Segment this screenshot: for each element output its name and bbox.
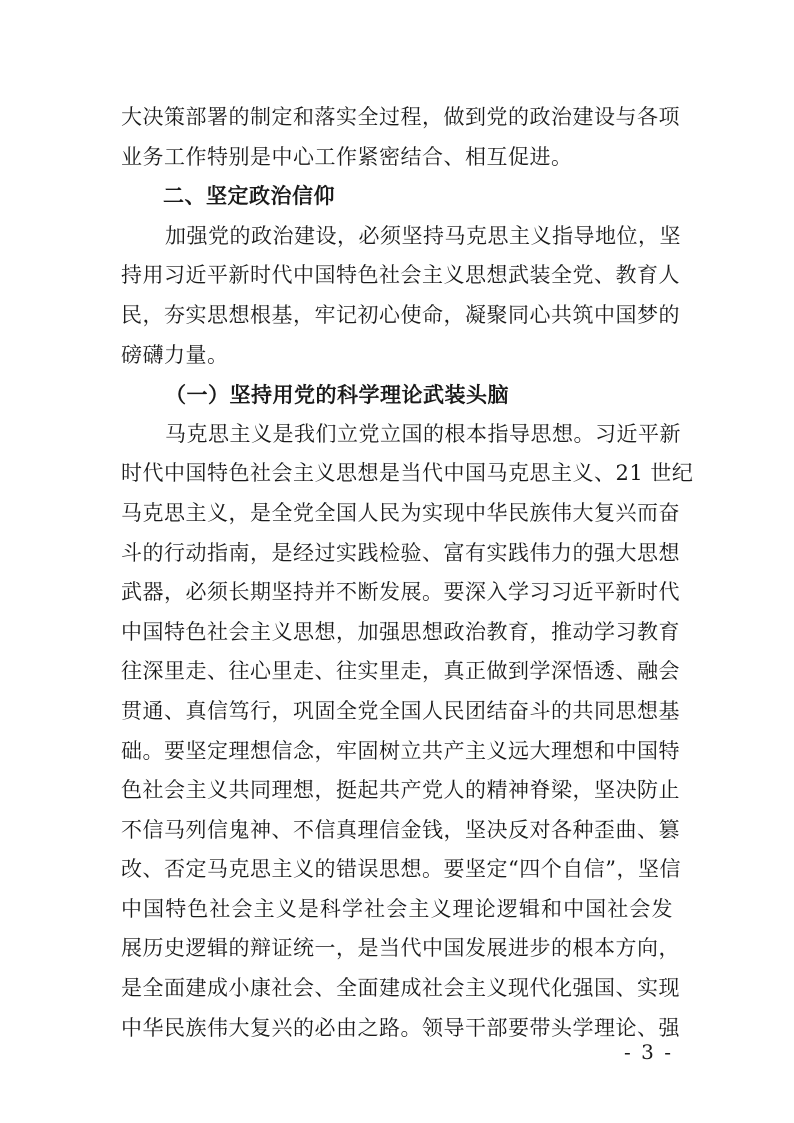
paragraph-line: 中国特色社会主义是科学社会主义理论逻辑和中国社会发 xyxy=(121,896,673,921)
paragraph-line: 业务工作特别是中心工作紧密结合、相互促进。 xyxy=(121,144,573,169)
paragraph-line: 磅礴力量。 xyxy=(121,342,229,367)
paragraph-line: 往深里走、往心里走、往实里走，真正做到学深悟透、融会 xyxy=(121,659,680,684)
document-body xyxy=(121,98,694,1048)
paragraph-line: 马克思主义是我们立党立国的根本指导思想。习近平新 xyxy=(165,421,681,446)
paragraph-line: 中国特色社会主义思想，加强思想政治教育，推动学习教育 xyxy=(121,619,680,644)
paragraph-line: 民，夯实思想根基，牢记初心使命，凝聚同心共筑中国梦的 xyxy=(121,302,680,327)
paragraph-line: 斗的行动指南，是经过实践检验、富有实践伟力的强大思想 xyxy=(121,540,680,565)
subsection-heading: （一）坚持用党的科学理论武装头脑 xyxy=(165,382,509,408)
paragraph-line: 是全面建成小康社会、全面建成社会主义现代化强国、实现 xyxy=(121,976,680,1001)
paragraph-line: 展历史逻辑的辩证统一，是当代中国发展进步的根本方向， xyxy=(121,936,680,961)
paragraph-line: 改、否定马克思主义的错误思想。要坚定“四个自信”，坚信 xyxy=(121,857,681,882)
paragraph-line: 马克思主义，是全党全国人民为实现中华民族伟大复兴而奋 xyxy=(121,500,680,525)
paragraph-line: 加强党的政治建设，必须坚持马克思主义指导地位，坚 xyxy=(165,223,681,248)
paragraph-line: 色社会主义共同理想，挺起共产党人的精神脊梁，坚决防止 xyxy=(121,778,680,803)
page-number: - 3 - xyxy=(624,1040,673,1064)
paragraph-line: 中华民族伟大复兴的必由之路。领导干部要带头学理论、强 xyxy=(121,1015,680,1040)
paragraph-line: 持用习近平新时代中国特色社会主义思想武装全党、教育人 xyxy=(121,263,680,288)
section-heading: 二、坚定政治信仰 xyxy=(163,184,335,209)
paragraph-line: 础。要坚定理想信念，牢固树立共产主义远大理想和中国特 xyxy=(121,738,680,763)
paragraph-line: 时代中国特色社会主义思想是当代中国马克思主义、21 世纪 xyxy=(121,461,694,486)
paragraph-line: 大决策部署的制定和落实全过程，做到党的政治建设与各项 xyxy=(121,105,680,129)
paragraph-line: 武器，必须长期坚持并不断发展。要深入学习习近平新时代 xyxy=(121,580,680,605)
paragraph-line: 不信马列信鬼神、不信真理信金钱，坚决反对各种歪曲、篡 xyxy=(121,817,680,842)
paragraph-line: 贯通、真信笃行，巩固全党全国人民团结奋斗的共同思想基 xyxy=(121,698,680,723)
